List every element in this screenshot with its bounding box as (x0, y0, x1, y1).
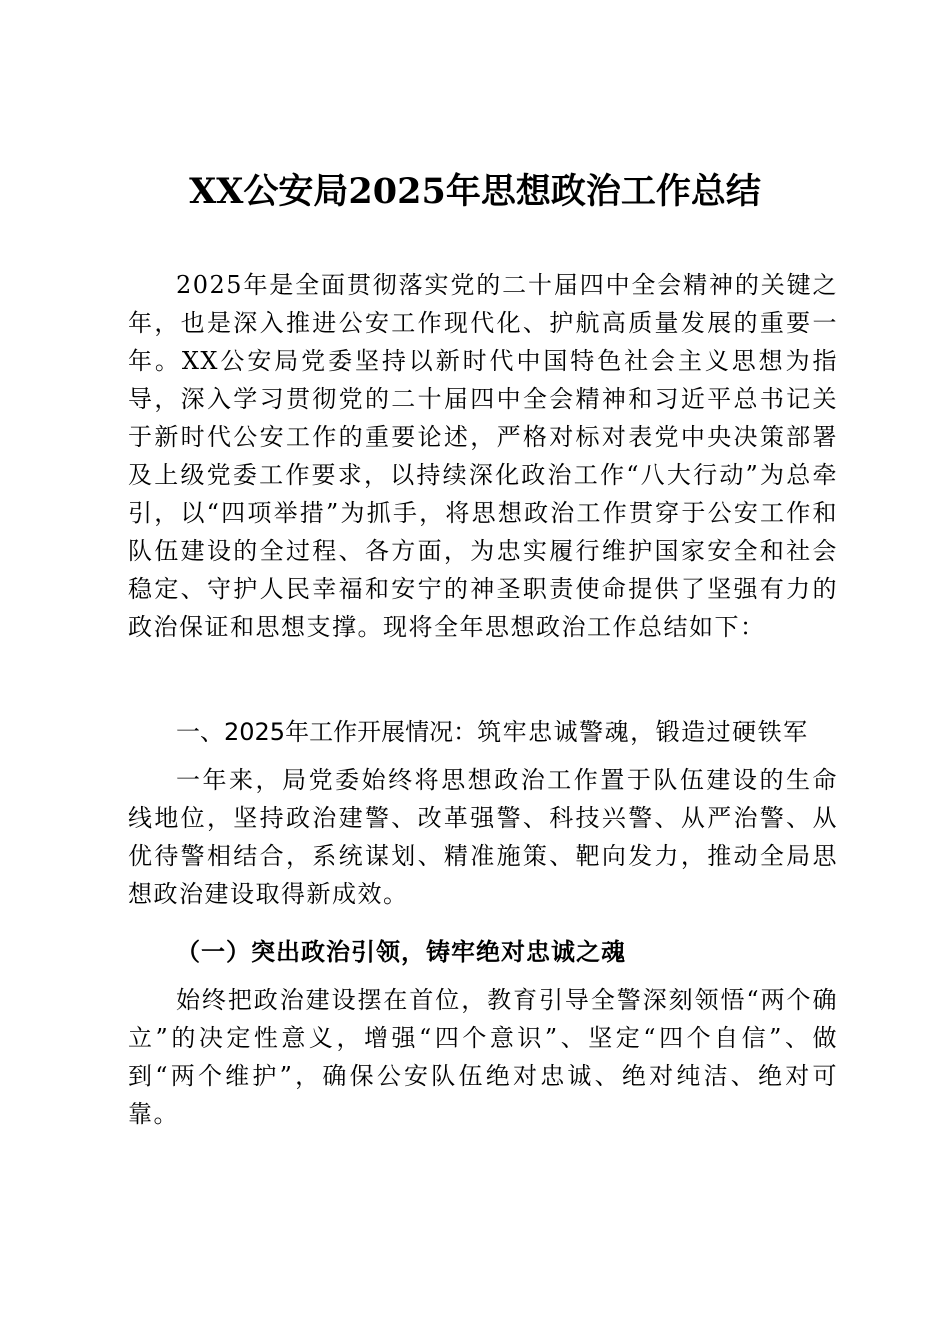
section-heading-1 (176, 713, 809, 752)
section-1-paragraph: 一年来，局党委始终将思想政治工作置于队伍建设的生命线地位，坚持政治建警、改革强警、科技兴警、从严治警、从优待警相结合，系统谋划、精准施策、靶向发力，推动全局思想政治建设取得新成效。 (128, 766, 838, 908)
section-heading-1-label: 一、2025年工作开展情况： (176, 718, 478, 746)
document-title: XX公安局2025年思想政治工作总结 (189, 171, 761, 212)
intro-paragraph: 2025年是全面贯彻落实党的二十届四中全会精神的关键之年，也是深入推进公安工作现代化、护航高质量发展的重要一年。XX公安局党委坚持以新时代中国特色社会主义思想为指导，深入学习贯彻党的二十届四中全会精神和习近平总书记关于新时代公安工作的重要论述，严格对标对表党中央决策部署及上级党委工作要求，以持续深化政治工作“八大行动”为总牵引，以“四项举措”为抓手，将思想政治工作贯穿于公安工作和队伍建设的全过程、各方面，为忠实履行维护国家安全和社会稳定、守护人民幸福和安宁的神圣职责使命提供了坚强有力的政治保证和思想支撑。现将全年思想政治工作总结如下： (128, 271, 838, 641)
subsection-1-paragraph: 始终把政治建设摆在首位，教育引导全警深刻领悟“两个确立”的决定性意义，增强“四个意识”、坚定“四个自信”、做到“两个维护”，确保公安队伍绝对忠诚、绝对纯洁、绝对可靠。 (128, 986, 838, 1128)
subsection-heading-1: （一）突出政治引领，铸牢绝对忠诚之魂 (176, 937, 626, 966)
section-heading-1-subtitle: 筑牢忠诚警魂，锻造过硬铁军 (477, 718, 809, 746)
